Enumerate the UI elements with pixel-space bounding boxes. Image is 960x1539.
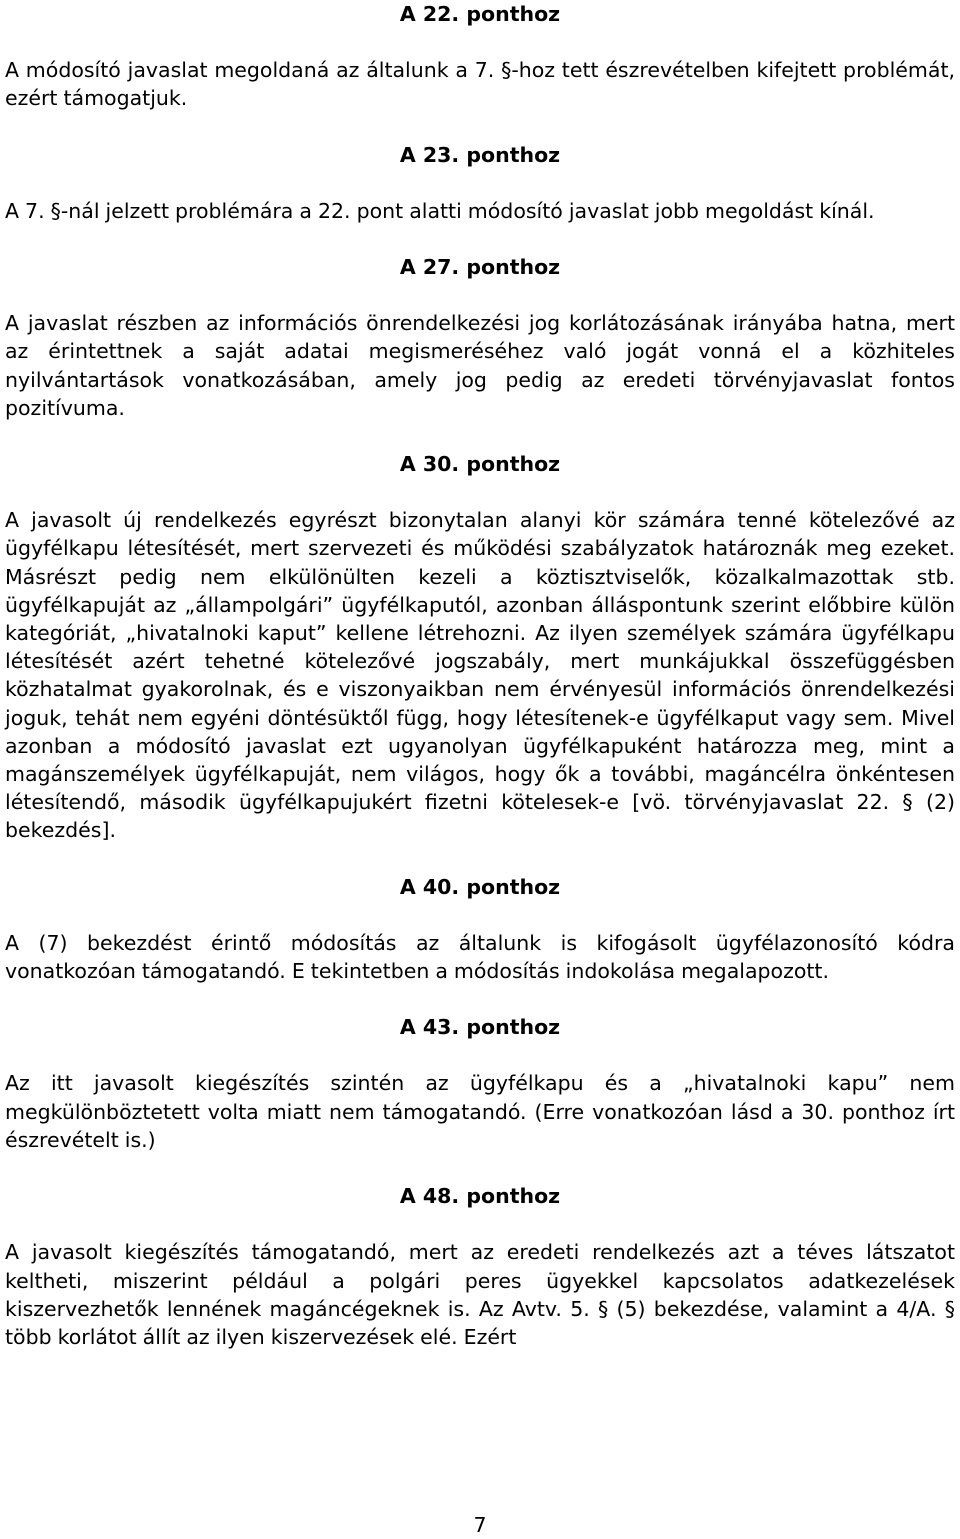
section-22: [5, 0, 955, 141]
section-paragraph: A 7. §-nál jelzett problémára a 22. pont alatti módosító javaslat jobb megoldást kínál.: [5, 198, 875, 223]
section-heading: A 48. ponthoz: [399, 1184, 561, 1209]
document-page: [5, 0, 955, 1351]
section-paragraph: A (7) bekezdést érintő módosítás az általunk is kifogásolt ügyfélazonosító kódra vonatkozóan támogatandó. E tekintetben a módosítás indokolása megalapozott.: [5, 930, 955, 984]
page-number: 7: [473, 1513, 487, 1537]
section-heading: A 30. ponthoz: [399, 452, 561, 477]
section-paragraph: Az itt javasolt kiegészítés szintén az ügyfélkapu és a „hivatalnoki kapu” nem megkülönböztetett volta miatt nem támogatandó. (Erre vonatkozóan lásd a 30. ponthoz írt észrevételt is.): [5, 1071, 955, 1152]
section-40: [5, 873, 955, 1014]
section-43: [5, 1013, 955, 1182]
section-heading: A 27. ponthoz: [399, 255, 561, 280]
section-paragraph: A javaslat részben az információs önrendelkezési jog korlátozásának irányába hatna, mert az érintettnek a saját adatai megismeréséhez való jogát vonná el a közhiteles nyilvántartások vonatkozásában, amely jog pedig az eredeti törvényjavaslat fontos pozitívuma.: [5, 311, 955, 420]
section-paragraph: A javasolt kiegészítés támogatandó, mert az eredeti rendelkezés azt a téves látszatot keltheti, miszerint például a polgári peres ügyekkel kapcsolatos adatkezelések kiszervezhetők lennének magáncégeknek is. Az Avtv. 5. § (5) bekezdése, valamint a 4/A. § több korlátot állít az ilyen kiszervezések elé. Ezért: [5, 1240, 955, 1349]
section-heading: A 23. ponthoz: [399, 142, 561, 167]
section-27: [5, 253, 955, 450]
section-heading: A 22. ponthoz: [399, 2, 561, 26]
section-heading: A 43. ponthoz: [399, 1015, 561, 1040]
section-paragraph: A módosító javaslat megoldaná az általunk a 7. §-hoz tett észrevételben kifejtett problémát, ezért támogatjuk.: [5, 58, 955, 111]
section-23: [5, 141, 955, 253]
section-paragraph: A javasolt új rendelkezés egyrészt bizonytalan alanyi kör számára tenné kötelezővé az ügyfélkapu létesítését, mert szervezeti és működési szabályzatok határoznák meg ezeket. Másrészt pedig nem elkülönülten kezeli a köztisztviselők, közalkalmazottak stb. ügyfélkapuját az „állampolgári” ügyfélkaputól, azonban álláspontunk szerint előbbire külön kategóriát, „hivatalnoki kaput” kellene létrehozni. Az ilyen személyek számára ügyfélkapu létesítését azért tehetné kötelezővé jogszabály, mert munkájukkal összefüggésben közhatalmat gyakorolnak, és e viszonyaikban nem érvényesül információs önrendelkezési joguk, tehát nem egyéni döntésüktől függ, hogy létesítenek-e ügyfélkaput vagy sem. Mivel azonban a módosító javaslat ezt ugyanolyan ügyfélkapuként határozza meg, mint a magánszemélyek ügyfélkapuját, nem világos, hogy ők a további, magáncélra önkéntesen létesítendő, második ügyfélkapujukért fizetni kötelesek-e [vö. törvényjavaslat 22. § (2) bekezdés].: [5, 508, 955, 843]
section-48: [5, 1182, 955, 1351]
section-30: [5, 450, 955, 873]
section-heading: A 40. ponthoz: [399, 874, 561, 899]
